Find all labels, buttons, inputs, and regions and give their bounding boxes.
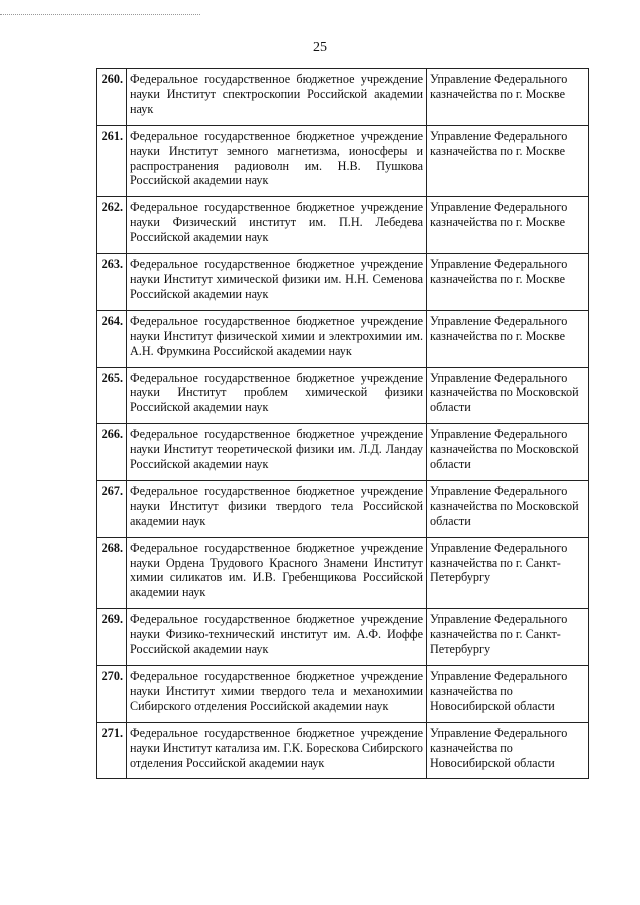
table-row [97,254,589,311]
table-row [97,125,589,197]
institution-name: Федеральное государственное бюджетное учреждение науки Институт химии твердого тела и механохимии Сибирского отделения Российской академии наук [127,666,427,723]
row-number: 265. [97,367,127,424]
institution-name: Федеральное государственное бюджетное учреждение науки Институт проблем химической физики Российской академии наук [127,367,427,424]
treasury-office: Управление Федерального казначейства по г. Москве [427,125,589,197]
treasury-office: Управление Федерального казначейства по Московской области [427,424,589,481]
treasury-office: Управление Федерального казначейства по г. Москве [427,310,589,367]
row-number: 268. [97,537,127,609]
row-number: 263. [97,254,127,311]
row-number: 271. [97,722,127,779]
table-row [97,480,589,537]
treasury-office: Управление Федерального казначейства по г. Санкт-Петербургу [427,609,589,666]
treasury-office: Управление Федерального казначейства по г. Санкт-Петербургу [427,537,589,609]
scan-edge-mark [0,14,200,15]
institution-name: Федеральное государственное бюджетное учреждение науки Институт физики твердого тела Российской академии наук [127,480,427,537]
treasury-office: Управление Федерального казначейства по г. Москве [427,254,589,311]
row-number: 267. [97,480,127,537]
institution-name: Федеральное государственное бюджетное учреждение науки Физический институт им. П.Н. Лебедева Российской академии наук [127,197,427,254]
treasury-office: Управление Федерального казначейства по г. Москве [427,197,589,254]
treasury-office: Управление Федерального казначейства по Московской области [427,367,589,424]
table-row [97,666,589,723]
institution-name: Федеральное государственное бюджетное учреждение науки Институт физической химии и электрохимии им. А.Н. Фрумкина Российской академии наук [127,310,427,367]
treasury-office: Управление Федерального казначейства по Московской области [427,480,589,537]
institution-name: Федеральное государственное бюджетное учреждение науки Институт катализа им. Г.К. Борескова Сибирского отделения Российской академии наук [127,722,427,779]
table-row [97,310,589,367]
row-number: 262. [97,197,127,254]
institution-name: Федеральное государственное бюджетное учреждение науки Институт спектроскопии Российской академии наук [127,69,427,126]
table-row [97,424,589,481]
institutions-table [96,68,589,779]
institution-name: Федеральное государственное бюджетное учреждение науки Институт химической физики им. Н.Н. Семенова Российской академии наук [127,254,427,311]
row-number: 270. [97,666,127,723]
row-number: 264. [97,310,127,367]
row-number: 269. [97,609,127,666]
row-number: 261. [97,125,127,197]
table-row [97,367,589,424]
treasury-office: Управление Федерального казначейства по Новосибирской области [427,722,589,779]
institution-name: Федеральное государственное бюджетное учреждение науки Институт теоретической физики им. Л.Д. Ландау Российской академии наук [127,424,427,481]
row-number: 266. [97,424,127,481]
institution-name: Федеральное государственное бюджетное учреждение науки Физико-технический институт им. А.Ф. Иоффе Российской академии наук [127,609,427,666]
treasury-office: Управление Федерального казначейства по г. Москве [427,69,589,126]
table-row [97,722,589,779]
table-row [97,537,589,609]
row-number: 260. [97,69,127,126]
treasury-office: Управление Федерального казначейства по Новосибирской области [427,666,589,723]
table-row [97,197,589,254]
page-number: 25 [313,40,327,55]
institution-name: Федеральное государственное бюджетное учреждение науки Институт земного магнетизма, ионосферы и распространения радиоволн им. Н.В. Пушкова Российской академии наук [127,125,427,197]
institution-name: Федеральное государственное бюджетное учреждение науки Ордена Трудового Красного Знамени Институт химии силикатов им. И.В. Гребенщикова Российской академии наук [127,537,427,609]
table-row [97,69,589,126]
table-row [97,609,589,666]
